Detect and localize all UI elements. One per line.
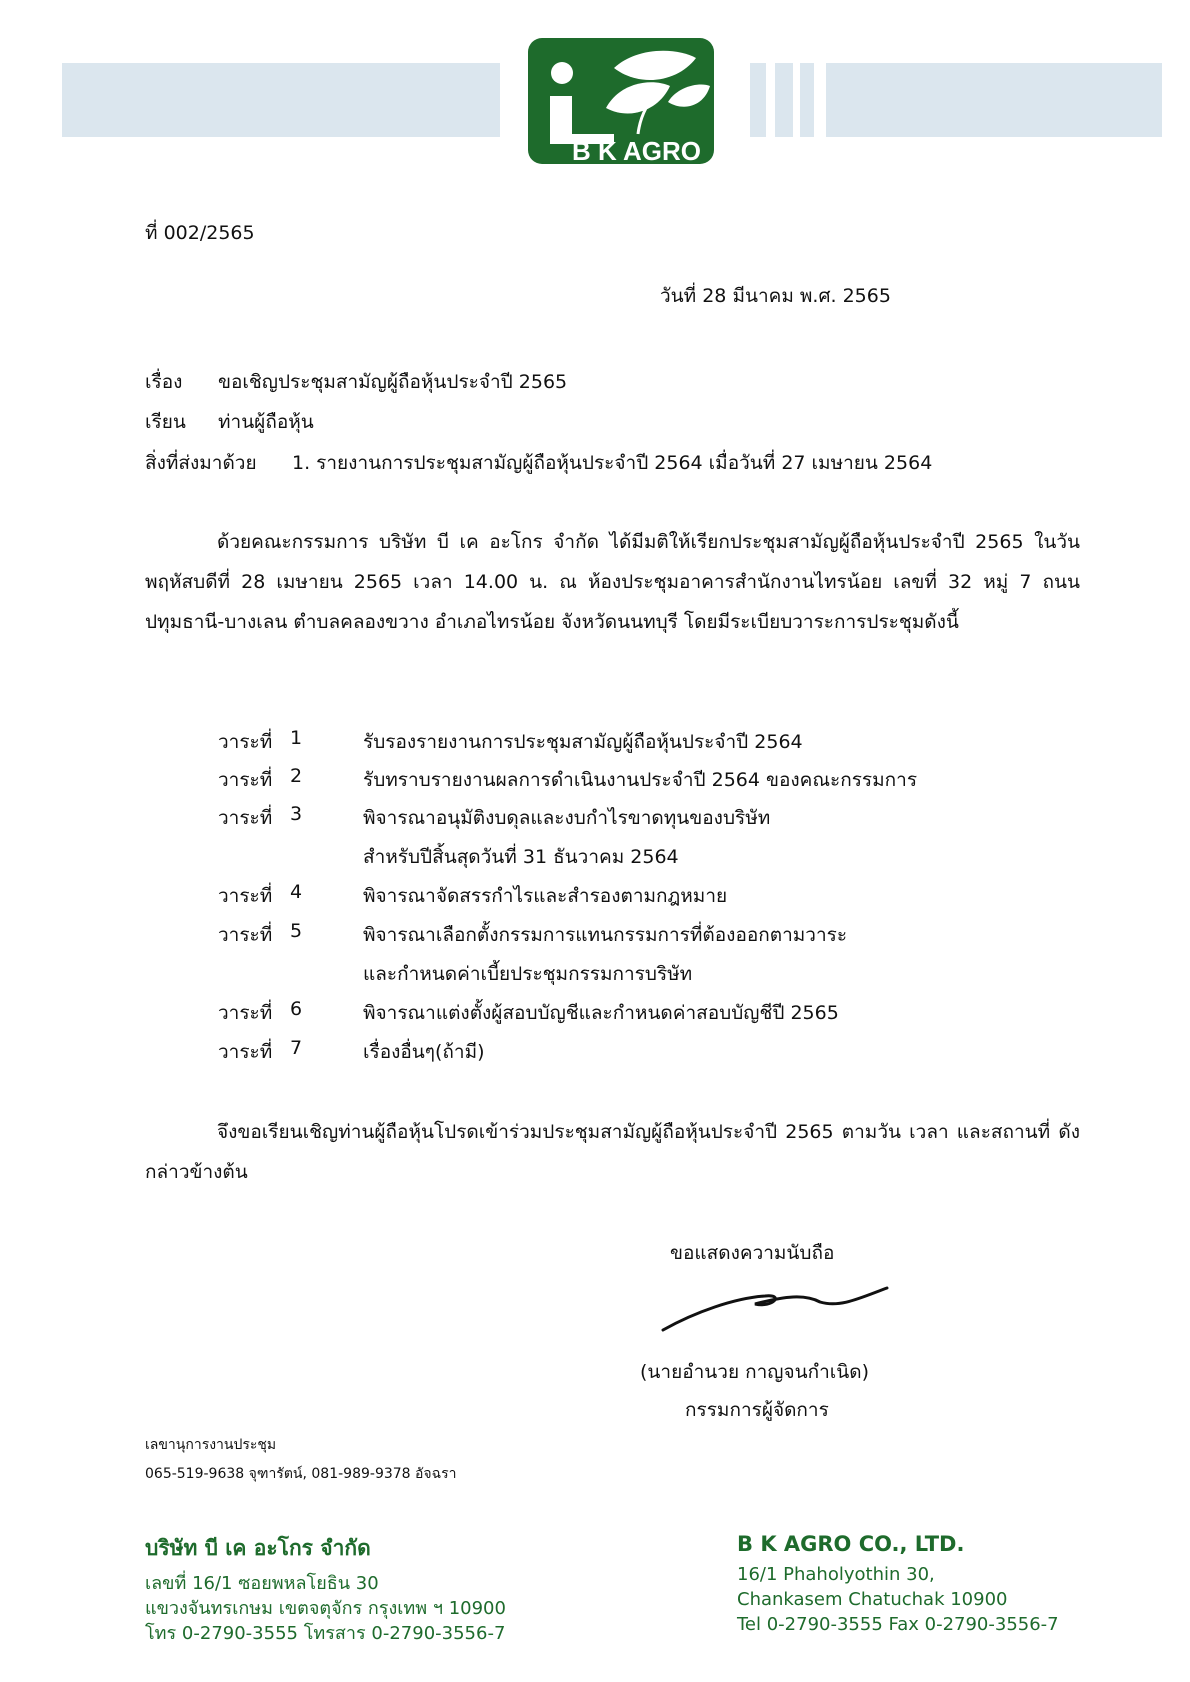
regards: ขอแสดงความนับถือ (670, 1242, 835, 1264)
agenda-label: วาระที่ (218, 924, 273, 946)
footer-address-line: แขวงจันทรเกษม เขตจตุจักร กรุงเทพ ฯ 10900 (145, 1598, 506, 1619)
signer-name: (นายอำนวย กาญจนกำเนิด) (640, 1361, 870, 1383)
signature-scribble (655, 1268, 895, 1338)
footer-phone-line: Tel 0-2790-3555 Fax 0-2790-3556-7 (737, 1614, 1059, 1635)
agenda-label: วาระที่ (218, 731, 273, 753)
agenda-label: วาระที่ (218, 885, 273, 907)
footer-english (737, 1532, 1059, 1637)
header-band-stripe (775, 63, 793, 137)
agenda-number: 5 (290, 920, 303, 942)
bk-agro-logo (528, 38, 714, 164)
agenda-number: 3 (290, 803, 303, 825)
letter-ref: ที่ 002/2565 (145, 222, 255, 244)
attachment-text: 1. รายงานการประชุมสามัญผู้ถือหุ้นประจำปี 2564 เมื่อวันที่ 27 เมษายน 2564 (292, 452, 933, 474)
closing-paragraph (145, 1112, 1080, 1192)
agenda-label: วาระที่ (218, 807, 273, 829)
letter-date: วันที่ 28 มีนาคม พ.ศ. 2565 (660, 285, 891, 307)
agenda-text: พิจารณาอนุมัติงบดุลและงบกำไรขาดทุนของบริษัท (363, 807, 771, 829)
agenda-label: วาระที่ (218, 1002, 273, 1024)
footer-phone-line: โทร 0-2790-3555 โทรสาร 0-2790-3556-7 (145, 1623, 506, 1644)
agenda-text: รับรองรายงานการประชุมสามัญผู้ถือหุ้นประจำปี 2564 (363, 731, 803, 753)
agenda-number: 7 (290, 1037, 303, 1059)
agenda-number: 1 (290, 727, 303, 749)
agenda-number: 4 (290, 881, 303, 903)
subject-text: ขอเชิญประชุมสามัญผู้ถือหุ้นประจำปี 2565 (218, 371, 568, 393)
footer-company-name-th: บริษัท บี เค อะโกร จำกัด (145, 1536, 371, 1560)
subject-label: เรื่อง (145, 371, 183, 393)
agenda-label: วาระที่ (218, 1041, 273, 1063)
agenda-number: 2 (290, 765, 303, 787)
header-band-right (826, 63, 1162, 137)
logo-brand-text: B K AGRO (572, 136, 702, 164)
header-band-stripe (750, 63, 766, 137)
footer-address-line: 16/1 Phaholyothin 30, (737, 1564, 935, 1585)
footer-thai (145, 1532, 506, 1646)
header-band-stripe (800, 63, 814, 137)
agenda-text: พิจารณาจัดสรรกำไรและสำรองตามกฎหมาย (363, 885, 728, 907)
body-paragraph (145, 522, 1080, 642)
attachment-label: สิ่งที่ส่งมาด้วย (145, 452, 257, 474)
to-label: เรียน (145, 411, 186, 433)
secretary-label: เลขานุการงานประชุม (145, 1437, 277, 1453)
agenda-number: 6 (290, 998, 303, 1020)
secretary-contacts: 065-519-9638 จุฑารัตน์, 081-989-9378 อัจฉรา (145, 1466, 457, 1482)
agenda-text-continued: สำหรับปีสิ้นสุดวันที่ 31 ธันวาคม 2564 (363, 846, 679, 868)
footer-address-line: Chankasem Chatuchak 10900 (737, 1589, 1008, 1610)
agenda-text: พิจารณาแต่งตั้งผู้สอบบัญชีและกำหนดค่าสอบบัญชีปี 2565 (363, 1002, 839, 1024)
agenda-label: วาระที่ (218, 769, 273, 791)
footer-address-line: เลขที่ 16/1 ซอยพหลโยธิน 30 (145, 1573, 379, 1594)
signer-title: กรรมการผู้จัดการ (685, 1399, 829, 1421)
closing-text: จึงขอเรียนเชิญท่านผู้ถือหุ้นโปรดเข้าร่วมประชุมสามัญผู้ถือหุ้นประจำปี 2565 ตามวัน เวลา และสถานที่ ดังกล่าวข้างต้น (145, 1121, 1080, 1183)
agenda-text: พิจารณาเลือกตั้งกรรมการแทนกรรมการที่ต้องออกตามวาระ (363, 924, 848, 946)
header-band-left (62, 63, 500, 137)
agenda-text-continued: และกำหนดค่าเบี้ยประชุมกรรมการบริษัท (363, 963, 693, 985)
agenda-text: รับทราบรายงานผลการดำเนินงานประจำปี 2564 ของคณะกรรมการ (363, 769, 918, 791)
to-text: ท่านผู้ถือหุ้น (218, 411, 314, 433)
body-text: ด้วยคณะกรรมการ บริษัท บี เค อะโกร จำกัด ได้มีมติให้เรียกประชุมสามัญผู้ถือหุ้นประจำปี 2565 ในวันพฤหัสบดีที่ 28 เมษายน 2565 เวลา 14.00 น. ณ ห้องประชุมอาคารสำนักงานไทรน้อย เลขที่ 32 หมู่ 7 ถนนปทุมธานี-บางเลน ตำบลคลองขวาง อำเภอไทรน้อย จังหวัดนนทบุรี โดยมีระเบียบวาระการประชุมดังนี้ (145, 531, 1080, 633)
footer-company-name-en: B K AGRO CO., LTD. (737, 1532, 965, 1556)
agenda-text: เรื่องอื่นๆ(ถ้ามี) (363, 1041, 485, 1063)
